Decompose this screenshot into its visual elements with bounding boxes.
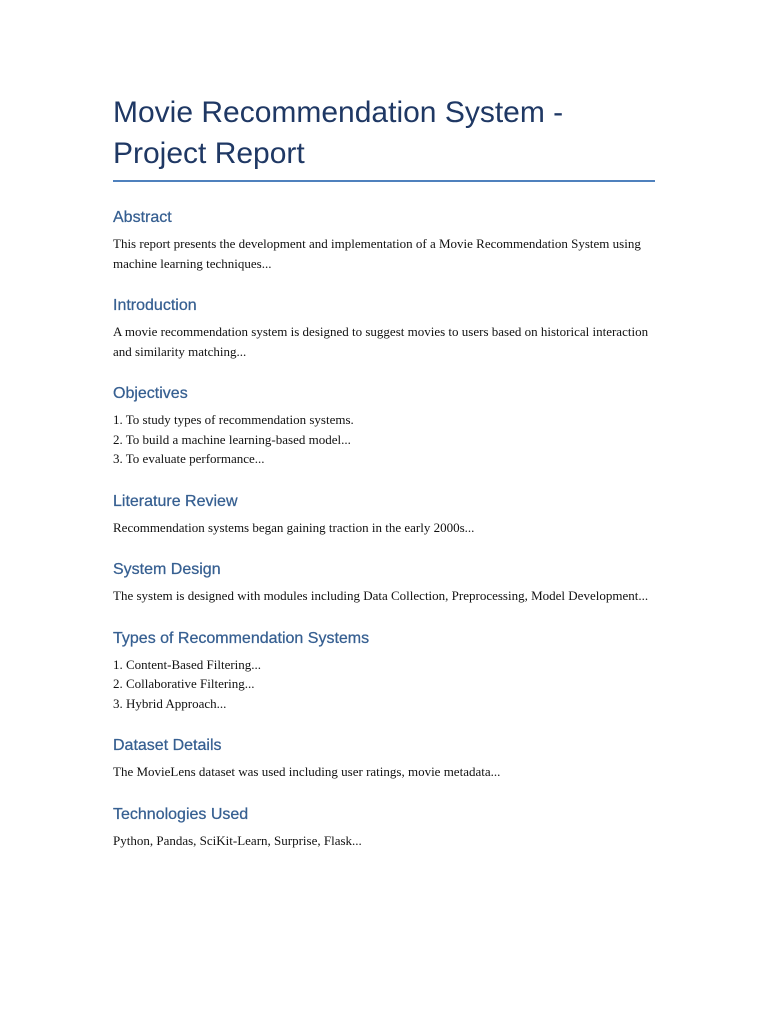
list-item: 3. Hybrid Approach...	[113, 695, 227, 711]
section-system-design	[113, 560, 655, 606]
list-item: 3. To evaluate performance...	[113, 451, 265, 466]
section-heading-literature-review: Literature Review	[113, 492, 238, 510]
section-heading-objectives: Objectives	[113, 385, 188, 402]
section-list-objectives	[113, 410, 655, 469]
section-technologies-used	[113, 805, 655, 851]
section-heading-introduction: Introduction	[113, 297, 197, 314]
section-objectives	[113, 384, 655, 469]
section-list-types	[113, 655, 655, 714]
section-dataset-details	[113, 736, 655, 782]
section-body-technologies-used: Python, Pandas, SciKit-Learn, Surprise, Flask...	[113, 832, 362, 848]
list-item: 2. To build a machine learning-based model...	[113, 431, 351, 447]
list-item: 1. To study types of recommendation systems.	[113, 412, 354, 427]
section-introduction	[113, 296, 655, 361]
section-types-of-recommendation-systems	[113, 629, 655, 714]
section-heading-abstract: Abstract	[113, 209, 172, 226]
document-title-line-2: Project Report	[113, 137, 305, 170]
section-heading-dataset-details: Dataset Details	[113, 737, 222, 754]
section-body-system-design: The system is designed with modules including Data Collection, Preprocessing, Model Development...	[113, 588, 649, 603]
document-title	[113, 92, 655, 180]
section-body-introduction: A movie recommendation system is designed to suggest movies to users based on historical interaction and similarity matching...	[113, 324, 649, 359]
section-literature-review	[113, 492, 655, 538]
section-heading-technologies-used: Technologies Used	[113, 805, 249, 823]
list-item: 1. Content-Based Filtering...	[113, 656, 262, 672]
section-body-dataset-details: The MovieLens dataset was used including user ratings, movie metadata...	[113, 764, 501, 779]
section-heading-system-design: System Design	[113, 561, 221, 578]
list-item: 2. Collaborative Filtering...	[113, 676, 255, 691]
section-heading-types: Types of Recommendation Systems	[113, 629, 370, 647]
title-divider	[113, 180, 655, 182]
section-abstract	[113, 208, 655, 273]
section-body-literature-review: Recommendation systems began gaining traction in the early 2000s...	[113, 519, 475, 535]
section-body-abstract: This report presents the development and implementation of a Movie Recommendation System using machine learning techniques...	[113, 236, 641, 271]
document-page	[113, 92, 655, 873]
document-title-line-1: Movie Recommendation System -	[113, 96, 564, 129]
